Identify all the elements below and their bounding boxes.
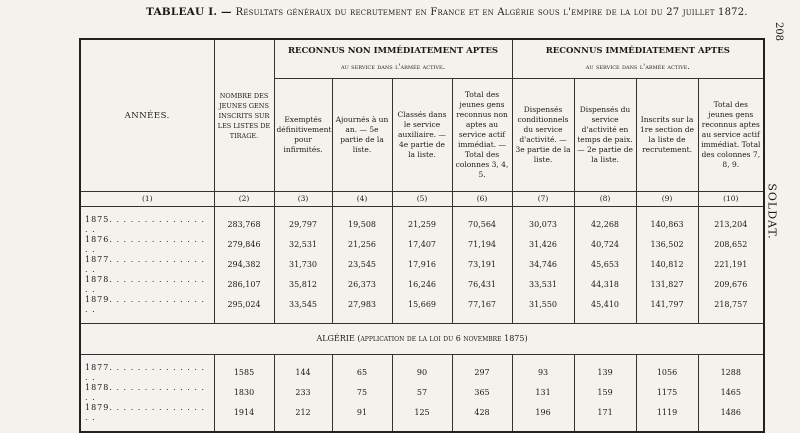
value-cell: 33,545	[274, 295, 332, 315]
value-cell: 140,812	[636, 255, 698, 275]
value-cell: 91	[332, 403, 392, 423]
value-cell: 26,373	[332, 275, 392, 295]
value-cell: 65	[332, 363, 392, 383]
value-cell: 209,676	[698, 275, 764, 295]
col-number: (7)	[512, 192, 574, 207]
value-cell: 29,797	[274, 215, 332, 235]
algerie-rows	[80, 363, 764, 423]
value-cell: 42,268	[574, 215, 636, 235]
year-cell: 1876. . . . . . . . . . . . . . . .	[80, 235, 214, 255]
value-cell: 57	[392, 383, 452, 403]
value-cell: 93	[512, 363, 574, 383]
value-cell: 71,194	[452, 235, 512, 255]
value-cell: 45,653	[574, 255, 636, 275]
value-cell: 171	[574, 403, 636, 423]
value-cell: 90	[392, 363, 452, 383]
col-number: (6)	[452, 192, 512, 207]
group-aptes-sub: au service dans l'armée active.	[585, 62, 690, 71]
col-number: (5)	[392, 192, 452, 207]
header-col-4: Ajournés à un an. — 5e partie de la liste.	[332, 79, 392, 192]
value-cell: 139	[574, 363, 636, 383]
value-cell: 76,431	[452, 275, 512, 295]
header-col-3: Exemptés définitivement pour infirmités.	[274, 79, 332, 192]
header-group-non-aptes	[274, 39, 512, 79]
group-non-aptes-sub: au service dans l'armée active.	[340, 62, 446, 71]
value-cell: 23,545	[332, 255, 392, 275]
header-group-aptes	[512, 39, 764, 79]
value-cell: 218,757	[698, 295, 764, 315]
value-cell: 73,191	[452, 255, 512, 275]
value-cell: 136,502	[636, 235, 698, 255]
value-cell: 297	[452, 363, 512, 383]
value-cell: 208,652	[698, 235, 764, 255]
col-number: (2)	[214, 192, 274, 207]
col-number: (1)	[80, 192, 214, 207]
value-cell: 40,724	[574, 235, 636, 255]
table-row	[80, 215, 764, 235]
year-cell: 1879. . . . . . . . . . . . . . . .	[80, 403, 214, 423]
value-cell: 233	[274, 383, 332, 403]
value-cell: 131,827	[636, 275, 698, 295]
value-cell: 16,246	[392, 275, 452, 295]
value-cell: 31,730	[274, 255, 332, 275]
col-number: (4)	[332, 192, 392, 207]
value-cell: 31,550	[512, 295, 574, 315]
header-col-5: Classés dans le service auxiliaire. — 4e partie de la liste.	[392, 79, 452, 192]
value-cell: 213,204	[698, 215, 764, 235]
value-cell: 1056	[636, 363, 698, 383]
value-cell: 17,916	[392, 255, 452, 275]
page-number: 208	[772, 21, 784, 42]
table-row	[80, 363, 764, 383]
value-cell: 196	[512, 403, 574, 423]
value-cell: 70,564	[452, 215, 512, 235]
table-row	[80, 295, 764, 315]
value-cell: 144	[274, 363, 332, 383]
header-col-9: Inscrits sur la 1re section de la liste de recrutement.	[636, 79, 698, 192]
recruitment-table	[79, 38, 765, 433]
col-number: (10)	[698, 192, 764, 207]
year-cell: 1877. . . . . . . . . . . . . . . .	[80, 363, 214, 383]
value-cell: 19,508	[332, 215, 392, 235]
table-row	[80, 255, 764, 275]
value-cell: 35,812	[274, 275, 332, 295]
table-row	[80, 403, 764, 423]
value-cell: 77,167	[452, 295, 512, 315]
value-cell: 44,318	[574, 275, 636, 295]
value-cell: 1175	[636, 383, 698, 403]
value-cell: 131	[512, 383, 574, 403]
value-cell: 279,846	[214, 235, 274, 255]
value-cell: 159	[574, 383, 636, 403]
year-cell: 1878. . . . . . . . . . . . . . . .	[80, 275, 214, 295]
value-cell: 17,407	[392, 235, 452, 255]
value-cell: 45,410	[574, 295, 636, 315]
value-cell: 221,191	[698, 255, 764, 275]
value-cell: 295,024	[214, 295, 274, 315]
header-col-8: Dispensés du service d'activité en temps de paix. — 2e partie de la liste.	[574, 79, 636, 192]
year-cell: 1875. . . . . . . . . . . . . . . .	[80, 215, 214, 235]
col-number: (8)	[574, 192, 636, 207]
value-cell: 1585	[214, 363, 274, 383]
value-cell: 1119	[636, 403, 698, 423]
value-cell: 1830	[214, 383, 274, 403]
algerie-section-row	[80, 324, 764, 355]
value-cell: 283,768	[214, 215, 274, 235]
group-aptes-title: RECONNUS IMMÉDIATEMENT APTES	[545, 46, 730, 56]
value-cell: 21,259	[392, 215, 452, 235]
value-cell: 1288	[698, 363, 764, 383]
group-non-aptes-title: RECONNUS NON IMMÉDIATEMENT APTES	[287, 46, 499, 56]
header-col-6: Total des jeunes gens reconnus non aptes au service actif immédiat. — Total des colonnes 3, 4, 5.	[452, 79, 512, 192]
value-cell: 140,863	[636, 215, 698, 235]
table-title	[146, 6, 748, 18]
value-cell: 294,382	[214, 255, 274, 275]
value-cell: 30,073	[512, 215, 574, 235]
title-text: Résultats généraux du recrutement en France et en Algérie sous l'empire de la loi du 27 juillet 1872.	[235, 7, 748, 18]
title-prefix: TABLEAU I. —	[146, 6, 232, 18]
value-cell: 1914	[214, 403, 274, 423]
value-cell: 33,531	[512, 275, 574, 295]
value-cell: 1486	[698, 403, 764, 423]
france-rows	[80, 215, 764, 315]
value-cell: 15,669	[392, 295, 452, 315]
value-cell: 1465	[698, 383, 764, 403]
header-nombre: NOMBRE DES JEUNES GENS INSCRITS SUR LES LISTES DE TIRAGE.	[214, 39, 274, 192]
value-cell: 34,746	[512, 255, 574, 275]
value-cell: 21,256	[332, 235, 392, 255]
table-row	[80, 383, 764, 403]
table-row	[80, 235, 764, 255]
header-col-7: Dispensés conditionnels du service d'activité. — 3e partie de la liste.	[512, 79, 574, 192]
year-cell: 1877. . . . . . . . . . . . . . . .	[80, 255, 214, 275]
year-cell: 1878. . . . . . . . . . . . . . . .	[80, 383, 214, 403]
value-cell: 212	[274, 403, 332, 423]
column-number-row	[80, 192, 764, 207]
header-annees: ANNÉES.	[80, 39, 214, 192]
value-cell: 141,797	[636, 295, 698, 315]
value-cell: 32,531	[274, 235, 332, 255]
col-number: (9)	[636, 192, 698, 207]
value-cell: 365	[452, 383, 512, 403]
table-row	[80, 275, 764, 295]
header-col-10: Total des jeunes gens reconnus aptes au service actif immédiat. Total des colonnes 7, 8, 9.	[698, 79, 764, 192]
value-cell: 428	[452, 403, 512, 423]
value-cell: 75	[332, 383, 392, 403]
year-cell: 1879. . . . . . . . . . . . . . . .	[80, 295, 214, 315]
value-cell: 125	[392, 403, 452, 423]
col-number: (3)	[274, 192, 332, 207]
value-cell: 286,107	[214, 275, 274, 295]
value-cell: 27,983	[332, 295, 392, 315]
algerie-section-label: ALGÉRIE (application de la loi du 6 novembre 1875)	[80, 324, 764, 355]
side-label: SOLDAT.	[765, 183, 779, 240]
value-cell: 31,426	[512, 235, 574, 255]
